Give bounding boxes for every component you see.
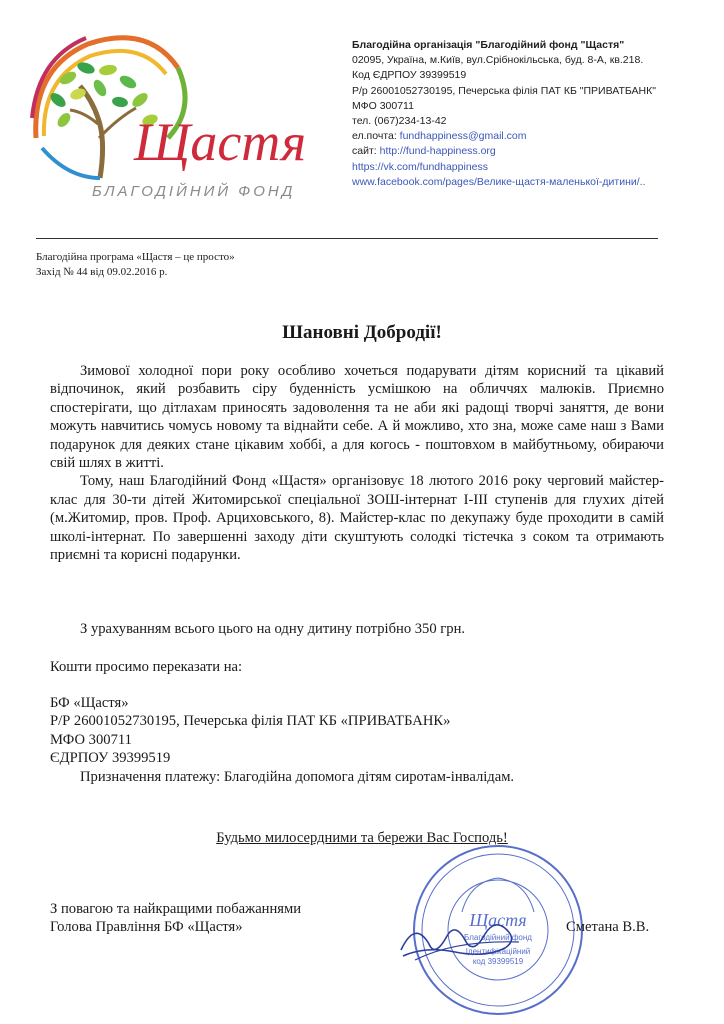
payment-purpose: Призначення платежу: Благодійна допомога дітям сиротам-інвалідам. bbox=[80, 769, 515, 785]
paragraph-1: Зимової холодної пори року особливо хочеться подарувати дітям корисний та цікавий відпочинок, який розбавить сіру буденність усмішкою на обличчях малюків. Приємно спостерігати, що дітлахам приносять задоволення та не аби які радощі творчі заняття, де вони можуть навчитись чомусь новому та віднайти себе. А й можливо, хто зна, може саме наш з Вами подарунок для деяких стане цікавим хоббі, а для когось - поштовхом в майбутньому, обираючи свій шлях в житті. bbox=[50, 363, 664, 472]
signature-name: Сметана В.В. bbox=[566, 919, 650, 935]
cost-line: З урахуванням всього цього на одну дитину потрібно 350 грн. bbox=[80, 621, 466, 637]
signature-regards: З повагою та найкращими побажаннями bbox=[50, 901, 302, 917]
bank-account: Р/Р 26001052730195, Печерська філія ПАТ КБ «ПРИВАТБАНК» bbox=[50, 713, 451, 729]
transfer-line: Кошти просимо переказати на: bbox=[50, 659, 243, 675]
stamp-brand: Щастя bbox=[469, 910, 527, 930]
header-facebook-link[interactable]: www.facebook.com/pages/Велике-щастя-маленької-дитини/.. bbox=[352, 175, 646, 188]
header-site-link[interactable]: http://fund-happiness.org bbox=[379, 145, 496, 158]
handwritten-signature bbox=[395, 900, 525, 970]
stamp-line: Благодійний фонд bbox=[464, 933, 532, 942]
header-divider bbox=[36, 238, 658, 239]
letter-body bbox=[50, 362, 664, 564]
program-info bbox=[36, 250, 235, 280]
program-line-2: Захід № 44 від 09.02.2016 р. bbox=[36, 266, 168, 278]
program-line-1: Благодійна програма «Щастя – це просто» bbox=[36, 251, 235, 263]
header-contacts bbox=[352, 38, 712, 190]
header-email-label: ел.почта: bbox=[352, 130, 400, 143]
header-phone: тел. (067)234-13-42 bbox=[352, 115, 447, 128]
fund-logo bbox=[28, 28, 328, 208]
logo-subtitle: БЛАГОДІЙНИЙ ФОНД bbox=[92, 183, 296, 200]
signature-position: Голова Правління БФ «Щастя» bbox=[50, 919, 243, 935]
header-site-label: сайт: bbox=[352, 145, 380, 158]
bank-mfo: МФО 300711 bbox=[50, 732, 132, 748]
header-mfo: МФО 300711 bbox=[352, 99, 414, 112]
bank-name: БФ «Щастя» bbox=[50, 695, 129, 711]
letter-title: Шановні Добродії! bbox=[282, 322, 442, 343]
stamp-id-label: Ідентифікаційний bbox=[465, 947, 531, 956]
paragraph-2: Тому, наш Благодійний Фонд «Щастя» організовує 18 лютого 2016 року черговий майстер-клас для 30-ти дітей Житомирської спеціальної ЗОШ-інтернат І-ІІІ ступенів для глухих дітей (м.Житомир, пров. Проф. Арциховського, 8). Майстер-клас по декупажу буде проходити в самій школі-інтернат. По завершенні заходу діти скуштують солодкі тістечка з соком та отримають приємні та корисні подарунки. bbox=[50, 473, 664, 564]
logo-brand: Щастя bbox=[134, 112, 307, 172]
header-address: 02095, Україна, м.Київ, вул.Срібнокільська, буд. 8-А, кв.218. bbox=[352, 54, 644, 67]
stamp-code: код 39399519 bbox=[472, 957, 524, 966]
header-org: Благодійна організація "Благодійний фонд "Щастя" bbox=[352, 39, 625, 51]
header-account: Р/р 26001052730195, Печерська філія ПАТ КБ "ПРИВАТБАНК" bbox=[352, 84, 656, 97]
closing-line: Будьмо милосердними та бережи Вас Господь! bbox=[216, 830, 508, 846]
header-vk-link[interactable]: https://vk.com/fundhappiness bbox=[352, 160, 488, 173]
header-edrpou: Код ЄДРПОУ 39399519 bbox=[352, 69, 467, 82]
header-email-link[interactable]: fundhappiness@gmail.com bbox=[399, 130, 527, 143]
bank-edrpou: ЄДРПОУ 39399519 bbox=[50, 750, 171, 766]
